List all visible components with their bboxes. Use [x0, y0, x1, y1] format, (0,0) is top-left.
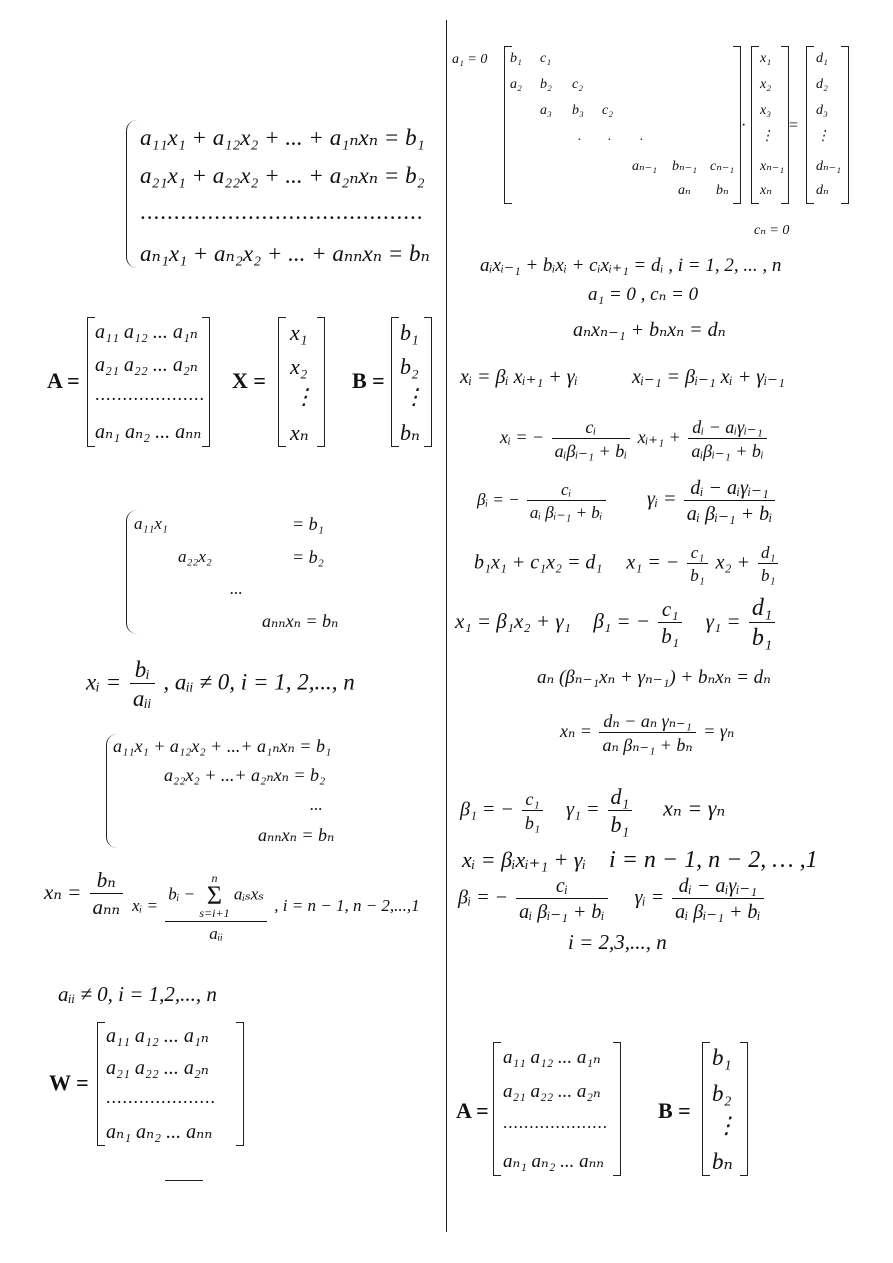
- initial-values: [460, 786, 725, 836]
- tri-row: ...: [310, 795, 323, 814]
- frac-num: c₁: [522, 790, 543, 811]
- equation-general-row: aᵢxᵢ₋₁ + bᵢxᵢ + cᵢxᵢ₊₁ = dᵢ , i = 1, 2, ... , n: [480, 255, 782, 276]
- tridiag-cell: bₙ: [716, 183, 729, 198]
- sum-term: aᵢₛxₛ: [233, 884, 265, 904]
- beta-gamma-def: [477, 478, 778, 524]
- equation-last-row: aₙxₙ₋₁ + bₙxₙ = dₙ: [573, 319, 726, 341]
- xi-den: aᵢᵢ: [209, 924, 224, 944]
- tridiag-d-entry: d₁: [816, 51, 828, 66]
- tridiag-x-entry: xₙ: [760, 183, 772, 198]
- frac-num: c₁: [658, 599, 682, 623]
- footnote-rule: [165, 1180, 203, 1181]
- matrix-w-label: W =: [49, 1070, 89, 1095]
- sum-top: n: [211, 871, 218, 885]
- beta1-lhs: β₁ = −: [460, 798, 514, 821]
- xi-expr-mid: xᵢ₊₁ +: [637, 427, 681, 448]
- frac-num: c₁: [687, 544, 707, 564]
- tridiag-x-entry: ⋮: [760, 129, 774, 144]
- tridiag-cell: aₙ: [678, 183, 691, 198]
- tridiag-d-entry: d₂: [816, 77, 828, 92]
- frac-num: d₁: [758, 544, 778, 564]
- frac-den: b₁: [751, 625, 773, 651]
- tridiag-cell: .: [640, 129, 644, 144]
- system-row-dots: ..........................................: [140, 199, 424, 224]
- diag-solution: [86, 658, 355, 710]
- tridiag-cell: a₂: [510, 77, 522, 92]
- tridiag-cell: .: [608, 129, 612, 144]
- frac-den: aₙ βₙ₋₁ + bₙ: [602, 735, 693, 755]
- frac-den: b₁: [524, 813, 541, 833]
- matrix-a-label: A =: [47, 368, 80, 393]
- xi-num: bᵢ −: [168, 884, 196, 904]
- recurrence-forward: xᵢ = βᵢ xᵢ₊₁ + γᵢ: [460, 366, 578, 388]
- tridiag-d-entry: dₙ₋₁: [816, 159, 841, 174]
- beta-lhs: βᵢ = −: [477, 489, 520, 509]
- vector-x-label: X =: [232, 368, 266, 393]
- frac-den: aᵢ βᵢ₋₁ + bᵢ: [686, 503, 773, 525]
- vector-b-entry: b₁: [400, 320, 419, 345]
- tridiag-cell: c₁: [540, 51, 552, 66]
- matrix-a-row: a₁₁ a₁₂ ... a₁ₙ: [95, 321, 198, 343]
- vector-b-entry: b₂: [400, 354, 419, 379]
- gamma-lhs: γᵢ =: [634, 886, 665, 909]
- vector-b-right-label: B =: [658, 1098, 691, 1123]
- tri-row: a₁₁x₁ + a₁₂x₂ + ...+ a₁ₙxₙ = b₁: [113, 736, 332, 756]
- xi-cond: , i = n − 1, n − 2,...,1: [274, 896, 420, 916]
- vector-b-right-entry: ⋮: [715, 1113, 738, 1138]
- frac-num: d₁: [608, 786, 633, 811]
- nonzero-condition: aᵢᵢ ≠ 0, i = 1,2,..., n: [58, 982, 217, 1006]
- sum-bottom: s=i+1: [199, 906, 230, 921]
- vector-b-right-entry: b₁: [712, 1045, 732, 1070]
- tridiag-cell: bₙ₋₁: [672, 159, 697, 174]
- vector-x-entry: x₁: [290, 320, 308, 345]
- vector-b-entry: bₙ: [400, 420, 420, 445]
- frac-den: b₁: [690, 566, 705, 585]
- vector-x-entry: ⋮: [293, 384, 315, 409]
- back-sub-xi: [132, 872, 420, 942]
- diag-cond: , aᵢᵢ ≠ 0, i = 1, 2,..., n: [163, 669, 355, 695]
- vector-b-right-entry: bₙ: [712, 1149, 733, 1174]
- x1-recurrence: x₁ = β₁x₂ + γ₁: [455, 608, 571, 633]
- xn-equals-gamma: xₙ = γₙ: [663, 795, 726, 821]
- tridiag-d-entry: dₙ: [816, 183, 829, 198]
- diag-den: aᵢᵢ: [132, 686, 152, 711]
- sum-symbol: [199, 872, 229, 919]
- frac-den: aᵢβᵢ₋₁ + bᵢ: [691, 441, 764, 461]
- frac-num: dᵢ − aᵢγᵢ₋₁: [688, 418, 766, 439]
- tridiag-d-entry: ⋮: [816, 129, 830, 144]
- backward-formula: xᵢ = βᵢxᵢ₊₁ + γᵢ: [462, 847, 587, 872]
- gamma-lhs: γᵢ =: [647, 487, 677, 510]
- xi-expr-lhs: xᵢ = −: [500, 427, 545, 448]
- tridiag-cell: a₃: [540, 103, 552, 118]
- beta-gamma-general: [458, 876, 767, 922]
- tridiag-cell: b₁: [510, 51, 522, 66]
- frac-den: b₁: [760, 566, 776, 585]
- beta1-lhs: β₁ = −: [593, 608, 651, 633]
- back-sub-xn: [44, 870, 126, 918]
- xn-den: aₙₙ: [92, 895, 121, 919]
- matrix-a-row: a₂₁ a₂₂ ... a₂ₙ: [95, 354, 198, 376]
- tridiag-d-entry: d₃: [816, 103, 828, 118]
- tridiag-cell: c₂: [572, 77, 584, 92]
- xn-expr-rhs: = γₙ: [703, 721, 735, 742]
- xi-lhs: xᵢ =: [132, 896, 158, 916]
- x1-lhs: x₁ = −: [626, 551, 680, 574]
- first-row-lhs: b₁x₁ + c₁x₂ = d₁: [474, 551, 603, 574]
- frac-den: b₁: [661, 624, 680, 648]
- matrix-a-right-label: A =: [456, 1098, 489, 1123]
- matrix-a-row: aₙ₁ aₙ₂ ... aₙₙ: [95, 421, 202, 443]
- frac-den: aᵢ βᵢ₋₁ + bᵢ: [519, 901, 605, 923]
- frac-den: aᵢ βᵢ₋₁ + bᵢ: [675, 901, 761, 923]
- dot-operator: ·: [741, 117, 747, 134]
- tridiag-cell: b₂: [540, 77, 552, 92]
- x1-mid: x₂ +: [715, 551, 750, 574]
- frac-num: cᵢ: [516, 876, 607, 899]
- xi-expression: [500, 418, 770, 460]
- diag-solution-lhs: xᵢ =: [86, 669, 122, 695]
- matrix-w-row: aₙ₁ aₙ₂ ... aₙₙ: [106, 1121, 213, 1143]
- tridiag-cell: aₙ₋₁: [632, 159, 657, 174]
- gamma1-lhs: γ₁ =: [705, 608, 741, 633]
- tri-row: aₙₙxₙ = bₙ: [258, 825, 335, 845]
- vector-b-right-entry: b₂: [712, 1081, 732, 1106]
- tridiag-cell: b₃: [572, 103, 584, 118]
- frac-num: dₙ − aₙ γₙ₋₁: [599, 712, 695, 733]
- vector-b-entry: ⋮: [403, 384, 425, 409]
- xn-num: bₙ: [90, 870, 124, 894]
- tridiag-cell: c₂: [602, 103, 614, 118]
- matrix-a-right-row: ....................: [503, 1113, 608, 1132]
- matrix-a-right-row: aₙ₁ aₙ₂ ... aₙₙ: [503, 1151, 605, 1172]
- boundary-conditions: a₁ = 0 , cₙ = 0: [588, 284, 699, 305]
- last-row-substituted: aₙ (βₙ₋₁xₙ + γₙ₋₁) + bₙxₙ = dₙ: [537, 667, 771, 688]
- gamma1-lhs: γ₁ =: [566, 798, 600, 821]
- diag-row: = b₂: [292, 547, 324, 567]
- system-row-2: a₂₁x₁ + a₂₂x₂ + ... + a₂ₙxₙ = b₂: [140, 163, 425, 188]
- equals-sign: =: [789, 117, 799, 134]
- tridiag-x-entry: x₃: [760, 103, 772, 118]
- vector-x-entry: xₙ: [290, 420, 309, 445]
- sigma-icon: Σ: [206, 881, 223, 910]
- diag-row: = b₁: [292, 514, 324, 534]
- a1-zero-label: a₁ = 0: [452, 52, 488, 67]
- tridiag-x-entry: x₁: [760, 51, 772, 66]
- system-row-n: aₙ₁x₁ + aₙ₂x₂ + ... + aₙₙxₙ = bₙ: [140, 241, 430, 266]
- matrix-a-row: ....................: [95, 384, 205, 404]
- beta-lhs: βᵢ = −: [458, 886, 509, 909]
- matrix-w-row: a₂₁ a₂₂ ... a₂ₙ: [106, 1057, 209, 1079]
- cn-zero-label: cₙ = 0: [754, 223, 790, 238]
- frac-den: b₁: [610, 812, 630, 837]
- xn-lhs: xₙ =: [44, 879, 82, 904]
- tridiag-x-entry: xₙ₋₁: [760, 159, 785, 174]
- diag-row: a₁₁x₁: [134, 514, 168, 533]
- frac-den: aᵢβᵢ₋₁ + bᵢ: [554, 441, 628, 461]
- recurrence-backward: xᵢ₋₁ = βᵢ₋₁ xᵢ + γᵢ₋₁: [632, 366, 785, 388]
- frac-num: d₁: [749, 596, 775, 623]
- xn-expression: [560, 712, 734, 754]
- system-row-1: a₁₁x₁ + a₁₂x₂ + ... + a₁ₙxₙ = b₁: [140, 125, 425, 150]
- vector-x-entry: x₂: [290, 354, 308, 379]
- frac-den: aᵢ βᵢ₋₁ + bᵢ: [529, 503, 603, 522]
- diag-row: aₙₙxₙ = bₙ: [262, 611, 339, 631]
- diag-row: a₂₂x₂: [178, 547, 212, 566]
- xn-expr-lhs: xₙ =: [560, 721, 592, 742]
- backward-sweep: [462, 848, 818, 872]
- vector-b-label: B =: [352, 368, 385, 393]
- first-row-equation: [474, 544, 781, 584]
- frac-num: cᵢ: [552, 418, 630, 439]
- index-range: i = 2,3,..., n: [568, 930, 667, 954]
- frac-num: dᵢ − aᵢγᵢ₋₁: [684, 478, 775, 501]
- tridiag-cell: cₙ₋₁: [710, 159, 735, 174]
- frac-num: dᵢ − aᵢγᵢ₋₁: [672, 876, 763, 899]
- diag-row: ...: [230, 579, 243, 598]
- tri-row: a₂₂x₂ + ...+ a₂ₙxₙ = b₂: [164, 765, 326, 785]
- beta1-gamma1: [455, 596, 778, 650]
- tridiag-cell: .: [578, 129, 582, 144]
- diag-num: bᵢ: [130, 658, 155, 684]
- matrix-w-row: a₁₁ a₁₂ ... a₁ₙ: [106, 1025, 209, 1047]
- matrix-a-right-row: a₁₁ a₁₂ ... a₁ₙ: [503, 1047, 601, 1068]
- frac-num: cᵢ: [527, 481, 606, 501]
- column-divider: [446, 20, 447, 1232]
- tridiag-x-entry: x₂: [760, 77, 772, 92]
- matrix-a-right-row: a₂₁ a₂₂ ... a₂ₙ: [503, 1081, 601, 1102]
- matrix-w-row: ....................: [106, 1087, 216, 1107]
- backward-range: i = n − 1, n − 2, … ,1: [609, 847, 818, 873]
